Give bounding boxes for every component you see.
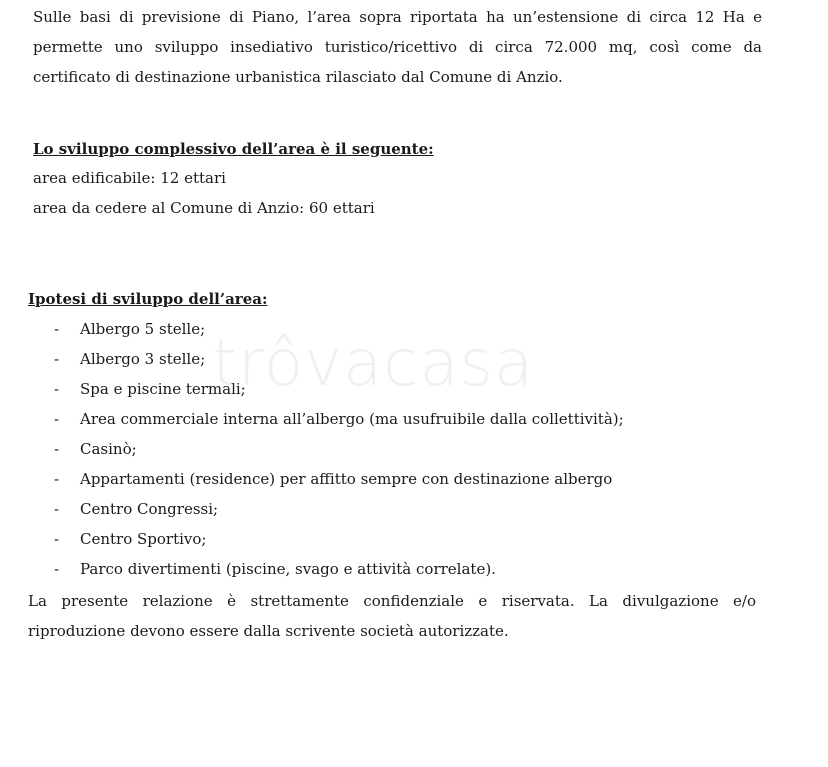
list-item-text: Area commerciale interna all’albergo (ma usufruibile dalla collettività); [80, 410, 624, 428]
list-bullet: - [54, 530, 60, 548]
list-bullet: - [54, 350, 60, 368]
list-bullet: - [54, 380, 60, 398]
buildable-area-line: area edificabile: 12 ettari [33, 169, 226, 187]
list-bullet: - [54, 500, 60, 518]
list-item-text: Casinò; [80, 440, 137, 458]
list-item-text: Spa e piscine termali; [80, 380, 246, 398]
intro-paragraph: Sulle basi di previsione di Piano, l’area sopra riportata ha un’estensione di circa 12 Ha e permette uno sviluppo insediativo turistico/ricettivo di circa 72.000 mq, così come da certificato di destinazione urbanistica rilasciato dal Comune di Anzio. [33, 8, 762, 86]
list-item-text: Centro Sportivo; [80, 530, 207, 548]
list-bullet: - [54, 560, 60, 578]
hypotheses-heading: Ipotesi di sviluppo dell’area: [28, 290, 268, 308]
list-bullet: - [54, 320, 60, 338]
list-bullet: - [54, 470, 60, 488]
list-item-text: Albergo 3 stelle; [80, 350, 206, 368]
confidentiality-paragraph: La presente relazione è strettamente confidenziale e riservata. La divulgazione e/o riproduzione devono essere dalla scrivente società autorizzate. [28, 592, 756, 640]
list-bullet: - [54, 440, 60, 458]
list-item-text: Appartamenti (residence) per affitto sempre con destinazione albergo [80, 470, 613, 488]
list-item-text: Centro Congressi; [80, 500, 219, 518]
list-bullet: - [54, 410, 60, 428]
development-heading: Lo sviluppo complessivo dell’area è il seguente: [33, 140, 434, 158]
list-item-text: Albergo 5 stelle; [80, 320, 206, 338]
ceded-area-line: area da cedere al Comune di Anzio: 60 ettari [33, 199, 375, 217]
watermark-logo: trôvacasa [212, 327, 535, 401]
list-item-text: Parco divertimenti (piscine, svago e attività correlate). [80, 560, 496, 578]
